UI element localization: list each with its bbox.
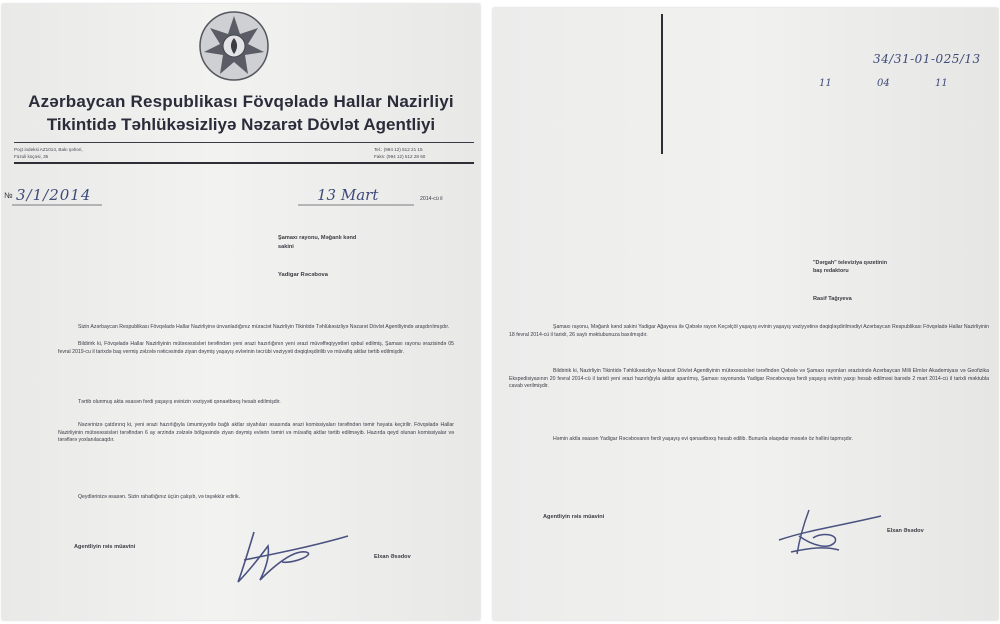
- contact-phone: Tel.: (994 12) 512 21 15: [374, 147, 423, 152]
- stamp-mark: 11: [935, 78, 948, 89]
- registration-stamp-number: 34/31-01-025/13: [873, 52, 981, 66]
- number-prefix: №: [4, 191, 13, 200]
- ministry-name: Azərbaycan Respublikası Fövqəladə Hallar Nazirliyi: [28, 92, 454, 111]
- addressee-line-1: "Dərgah" televiziya qəzetinin: [813, 260, 888, 266]
- letter-page-2: [493, 8, 998, 620]
- body-paragraph: Tərtib olunmuş akta əsasən fərdi yaşayış evinizin vəziyyəti qənaətbəxş hesab edilmişdir.: [78, 399, 281, 405]
- fold-crease-line: [661, 14, 663, 154]
- outgoing-number: 3/1/2014: [16, 186, 92, 204]
- signature-title: Agentliyin rəis müavini: [543, 514, 605, 520]
- signature-name: Elxan Əsədov: [374, 554, 411, 560]
- state-emblem-icon: [198, 10, 270, 82]
- body-paragraph: Qeydlərinizə əsasən. Sizin rahatlığınız üçün çalışıb, və təşəkkür edirik.: [78, 494, 241, 500]
- contact-fax: Faks: (994 12) 512 28 60: [374, 154, 426, 159]
- body-paragraph: Sizin Azərbaycan Respublikası Fövqəladə Hallar Nazirliyinə ünvanladığınız müraciət Nazirliyin Tikintidə Təhlükəsizliyə Nəzarət Dövlət Agentliyində araşdırılmışdır.: [78, 324, 450, 330]
- body-paragraph: Nəzərinizə çatdırırıq ki, yeni ərazi hazırlığıyla ümumiyyətlə bağlı aktlar siyahıları əsasında ərazi komissiyaları tərəfindən təmir həyata keçirilir. Fövqəladə Hallar Nazirliyinin mütəxəssisləri tərəfindən 6 ay ərzində zəlzələ bölgəsində ziyan dəymiş evlərin təmiri və müvafiq aktlar tərtib edilməyib. Hazırda qeyd olunan komissiyalar və tərəflərə yoxlanılacaqdır.: [58, 422, 454, 444]
- agency-name: Tikintidə Təhlükəsizliyə Nəzarət Dövlət Agentliyi: [46, 115, 436, 134]
- header-divider-thick: [14, 162, 474, 164]
- addressee-name: Yadigar Rəcəbova: [278, 272, 328, 278]
- addressee-name: Rasif Tağıyeva: [813, 296, 852, 302]
- stamp-mark: 04: [877, 78, 890, 89]
- address-line-1: Poçt indeksi AZ1014, Bakı şəhəri,: [14, 147, 83, 152]
- letter-date: 13 Mart: [317, 186, 379, 204]
- signature-name: Elxan Əsədov: [887, 528, 924, 534]
- number-underline: [12, 204, 102, 207]
- letter-page-1: [2, 4, 480, 620]
- body-paragraph: Şamaxı rayonu, Məğanlı kənd sakini Yadigar Ağayeva ilə Qəbələ rayon Keçəlçöl yaşayış evinin yaşayış vəziyyətinə dəqiqləşdirilmədiyi Azərbaycan Respublikası Fövqəladə Hallar Nazirliyinin 18 fevral 2014-cü il tarixli, 26 saylı məktubunuza baxılmışdır.: [509, 324, 989, 338]
- stamp-mark: 11: [819, 78, 832, 89]
- address-line-2: Füzuli küçəsi, 35: [14, 154, 49, 159]
- body-paragraph: Bildiririk ki, Nazirliyin Tikintidə Təhlükəsizliyə Nəzarət Dövlət Agentliyinin mütəxəssisləri tərəfindən Qəbələ və Şamaxı rayonları ərazisində Azərbaycan Milli Elmlər Akademiyası və Geofizika Ekspedisiyasının 20 fevral 2014-cü il tarixli yeni ərazi hazırlığıyla aktlar aparılmış, Şamaxı rayonunda Yadigar Rəcəbovaya fərdi yaşayış evinin yaxşı hesab edilməsi barədə 2 mart 2014-cü il tarixli məktubla cavab verilmişdir.: [509, 368, 989, 390]
- addressee-line-2: sakini: [278, 244, 294, 250]
- addressee-line-2: baş redaktoru: [813, 268, 849, 274]
- body-paragraph: Həmin aktla əsasən Yadigar Rəcəbovanın fərdi yaşayış evi qənaətbəxş hesab edilib. Bununla əlaqədar məsələ öz həllini tapmışdır.: [553, 436, 853, 442]
- signature-mark: [769, 506, 889, 562]
- signature-mark: [224, 524, 354, 594]
- header-divider: [14, 142, 474, 143]
- date-underline: [298, 204, 414, 207]
- signature-title: Agentliyin rəis müavini: [74, 544, 136, 550]
- addressee-line-1: Şamaxı rayonu, Məğanlı kənd: [278, 235, 357, 241]
- body-paragraph: Bildirirk ki, Fövqəladə Hallar Nazirliyinin mütəxəssisləri tərəfindən yeni ərazi hazırlığının yeni ərazi müvəffəqiyyətləri qəbul edilmiş, Şamaxı rayonu ərazisində 05 fevral 2019-cu il tarixdə baş vermiş zəlzələ nəticəsində ziyan dəymiş yaşayış evlərinin təcrübi vəziyyəti dəqiqləşdirilib və müvafiq aktlar tərtib edilmişdir.: [58, 341, 454, 355]
- year-label: 2014-cü il: [420, 196, 443, 202]
